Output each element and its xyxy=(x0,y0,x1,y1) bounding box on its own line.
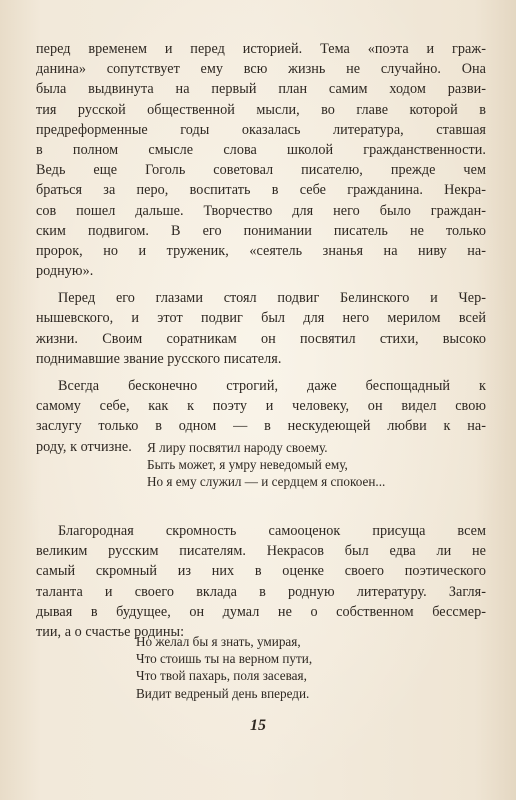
text-line: в полном смысле слова школой гражданственности. xyxy=(36,141,486,158)
text-line-last: роду, к отчизне. xyxy=(36,438,132,455)
text-block-upper xyxy=(36,39,486,457)
text-line: сов пошел дальше. Творчество для него было граждан- xyxy=(36,202,486,219)
text-line-indented: Всегда бесконечно строгий, даже беспощадный к xyxy=(58,378,486,394)
text-line: дывая в будущее, он думал не о собственном бессмер- xyxy=(36,603,486,620)
text-line: перед временем и перед историей. Тема «поэта и граж- xyxy=(36,41,486,57)
text-line: великим русским писателям. Некрасов был едва ли не xyxy=(36,543,486,560)
text-line: данина» сопутствует ему всю жизнь не случайно. Она xyxy=(36,61,486,78)
text-line: нышевского, и этот подвиг был для него мерилом всей xyxy=(36,310,486,327)
text-line: заслугу только в одном — в нескудеющей любви к на- xyxy=(36,418,486,435)
text-line: тия русской общественной мысли, во главе которой в xyxy=(36,101,486,118)
verse-line: Но желал бы я знать, умирая, xyxy=(136,634,301,649)
text-line-indented: Благородная скромность самооценок присуща всем xyxy=(58,523,486,539)
text-line: пророк, но и труженик, «сеятель знанья на ниву на- xyxy=(36,242,486,259)
verse-line: Но я ему служил — и сердцем я спокоен... xyxy=(147,474,386,490)
text-line: предреформенные годы оказалась литература, ставшая xyxy=(36,121,486,138)
text-line: Ведь еще Гоголь советовал писателю, прежде чем xyxy=(36,162,486,179)
text-line-last: родную». xyxy=(36,263,94,280)
text-line: браться за перо, воспитать в себе гражданина. Некра- xyxy=(36,182,486,199)
page-number: 15 xyxy=(250,717,266,734)
text-line-last: тии, а о счастье родины: xyxy=(36,623,185,640)
verse-quote-1 xyxy=(147,439,385,491)
verse-line: Видит ведреный день впереди. xyxy=(136,685,310,701)
text-line-indented: Перед его глазами стоял подвиг Белинского и Чер- xyxy=(58,290,486,307)
text-line: ским подвигом. В его понимании писатель не только xyxy=(36,222,486,239)
verse-line: Что стоишь ты на верном пути, xyxy=(136,651,313,667)
text-line: самый скромный из них в оценке своего поэтического xyxy=(36,563,486,580)
verse-quote-2 xyxy=(136,633,312,702)
text-line: была выдвинута на первый план самим ходом разви- xyxy=(36,81,486,98)
text-line-last: поднимавшие звание русского писателя. xyxy=(36,350,282,367)
verse-line: Что твой пахарь, поля засевая, xyxy=(136,668,307,684)
text-line: самому себе, как к поэту и человеку, он видел свою xyxy=(36,398,486,415)
verse-line: Быть может, я умру неведомый ему, xyxy=(147,457,348,473)
text-block-lower xyxy=(36,521,486,642)
text-line: таланта и своего вклада в родную литературу. Загля- xyxy=(36,583,486,600)
verse-line: Я лиру посвятил народу своему. xyxy=(147,440,328,455)
text-line: жизни. Своим соратникам он посвятил стихи, высоко xyxy=(36,330,486,347)
